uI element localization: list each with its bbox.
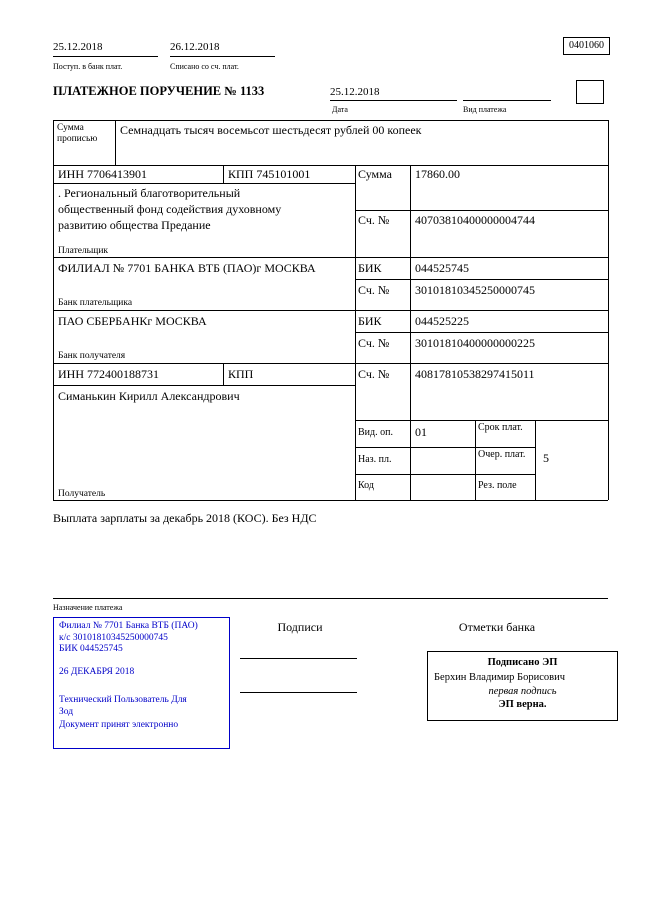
date-underline [330,100,457,101]
purpose-code-label: Наз. пл. [358,454,392,465]
table-border [53,165,608,166]
table-border [53,310,608,311]
esign-kind: первая подпись [488,686,557,697]
form-code-box: 0401060 [563,37,610,55]
debited-date: 26.12.2018 [170,41,220,53]
table-border [355,165,356,500]
stamp-note: Документ принят электронно [59,720,179,730]
table-border [53,500,608,501]
payer-section-label: Плательщик [58,246,109,256]
payer-bank-account: 30101810345250000745 [415,283,535,297]
payee-bank-bik-label: БИК [358,314,382,328]
sum-label: Сумма [358,167,392,181]
code-label: Код [358,480,374,491]
payer-name-line1: . Региональный благотворительный [58,186,241,200]
payer-bank-bik-label: БИК [358,261,382,275]
payer-name-line3: развитию общества Предание [58,218,211,232]
esign-name: Берхин Владимир Борисович [434,672,565,683]
table-border [53,257,608,258]
esignature-box [427,651,618,721]
stamp-bank-line3: БИК 044525745 [59,644,123,654]
stamp-user-line1: Технический Пользователь Для [59,695,187,705]
payer-account: 40703810400000004744 [415,213,535,227]
table-border [355,332,608,333]
reserve-field-label: Рез. поле [478,480,517,491]
purpose-field-underline [53,598,608,599]
table-border [410,165,411,500]
op-type-value: 01 [415,425,427,439]
payee-name: Симанькин Кирилл Александрович [58,389,240,403]
payment-type-underline [463,100,551,101]
table-border [53,120,54,500]
term-label: Срок плат. [478,422,523,433]
sum-value: 17860.00 [415,167,460,181]
priority-label: Очер. плат. [478,449,526,460]
payer-inn: ИНН 7706413901 [58,167,147,181]
stamp-bank-line1: Филиал № 7701 Банка ВТБ (ПАО) [59,621,198,631]
purpose-text: Выплата зарплаты за декабрь 2018 (КОС). Без НДС [53,511,317,525]
payee-account-label: Сч. № [358,367,390,381]
payer-bank-bik: 044525745 [415,261,469,275]
stamp-bank-line2: к/с 30101810345250000745 [59,632,168,643]
payer-bank-name: ФИЛИАЛ № 7701 БАНКА ВТБ (ПАО)г МОСКВА [58,261,316,275]
payment-type-checkbox [576,80,604,104]
payment-type-label: Вид платежа [463,105,507,114]
amount-words: Семнадцать тысяч восемьсот шестьдесят рублей 00 копеек [120,123,422,137]
op-type-label: Вид. оп. [358,427,393,438]
payer-bank-section-label: Банк плательщика [58,298,133,308]
table-border [355,447,535,448]
table-border [223,363,224,385]
signature-line [240,658,357,659]
debited-date-underline [170,56,275,57]
payee-bank-name: ПАО СБЕРБАНКг МОСКВА [58,314,207,328]
payee-inn: ИНН 772400188731 [58,367,159,381]
payee-bank-account-label: Сч. № [358,336,390,350]
date-label: Дата [332,105,348,114]
payee-bank-account: 30101810400000000225 [415,336,535,350]
payer-kpp: КПП 745101001 [228,167,311,181]
amount-words-label: Сумма прописью [57,123,98,144]
received-date-label: Поступ. в банк плат. [53,62,123,71]
table-border [608,120,609,500]
table-border [53,363,608,364]
payee-bank-section-label: Банк получателя [58,351,126,361]
esign-verified: ЭП верна. [498,699,547,710]
bank-marks-label: Отметки банка [458,620,536,634]
table-border [223,165,224,183]
stamp-user-line2: Зод [59,706,74,717]
payer-account-label: Сч. № [358,213,390,227]
payee-kpp-label: КПП [228,367,254,381]
table-border [355,210,608,211]
document-title: ПЛАТЕЖНОЕ ПОРУЧЕНИЕ № 1133 [53,84,265,98]
table-border [115,120,116,165]
purpose-label: Назначение платежа [53,603,123,612]
esign-title: Подписано ЭП [487,657,558,668]
table-border [355,420,608,421]
signature-line [240,692,357,693]
table-border [53,385,355,386]
table-border [355,279,608,280]
payer-name-line2: общественный фонд содействия духовному [58,202,282,216]
document-date: 25.12.2018 [330,86,380,98]
priority-value: 5 [543,451,549,465]
table-border [53,120,608,121]
table-border [53,183,355,184]
table-border [355,474,535,475]
received-date-underline [53,56,158,57]
payee-account: 40817810538297415011 [415,367,535,381]
signatures-label: Подписи [277,620,323,634]
table-border [535,420,536,500]
table-border [475,420,476,500]
debited-date-label: Списано со сч. плат. [170,62,239,71]
received-date: 25.12.2018 [53,41,103,53]
payer-bank-account-label: Сч. № [358,283,390,297]
payee-bank-bik: 044525225 [415,314,469,328]
bank-stamp [53,617,230,749]
stamp-date: 26 ДЕКАБРЯ 2018 [59,666,135,677]
payee-section-label: Получатель [58,489,106,499]
